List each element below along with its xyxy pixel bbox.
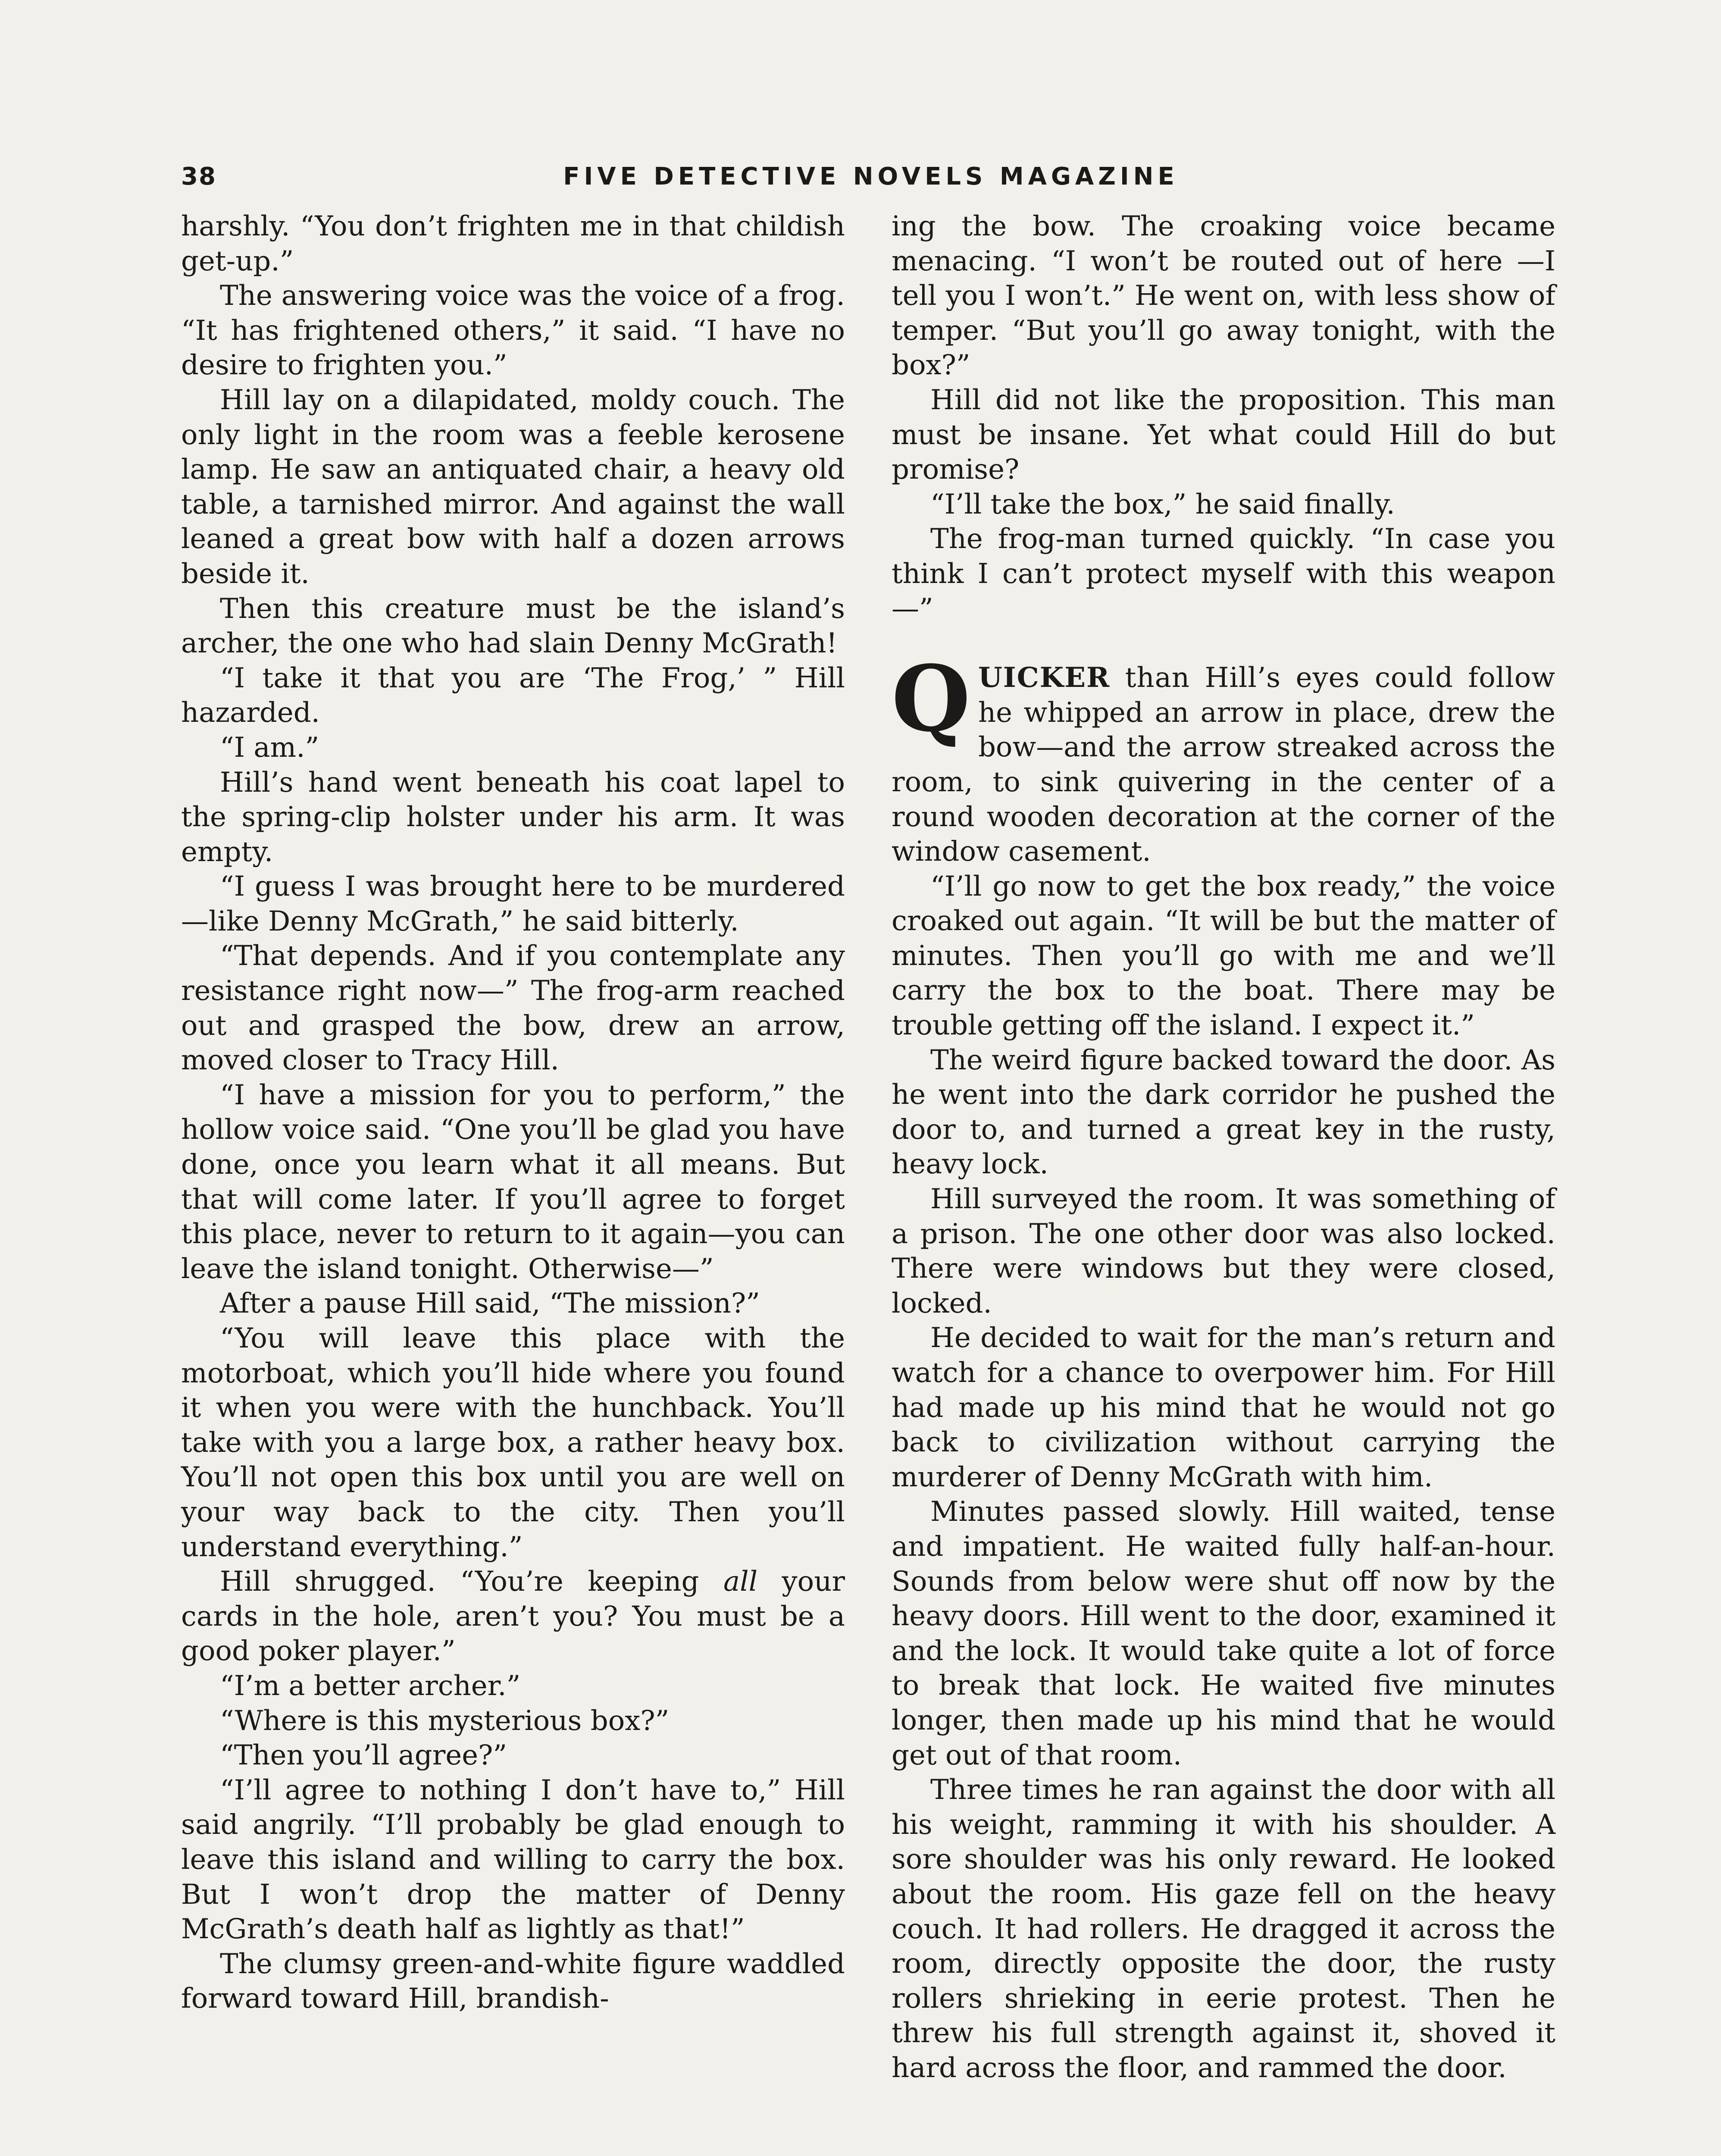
paragraph: The clumsy green-and-white figure waddled forward toward Hill, brandish-: [181, 1948, 845, 2015]
paragraph: “I’ll take the box,” he said finally.: [930, 488, 1395, 520]
paragraph: “I guess I was brought here to be murdered—like Denny McGrath,” he said bitterly.: [181, 871, 845, 937]
text-run: than Hill’s eyes could follow he whipped an arrow in place, drew the bow—and the arrow streaked across the room, to sink quivering in the center of a round wooden decoration at the corner of the window casement.: [892, 662, 1555, 868]
paragraph: “I have a mission for you to perform,” the hollow voice said. “One you’ll be glad you have done, once you learn what it all means. But that will come later. If you’ll agree to forget this place, never to return to it again—you can leave the island tonight. Otherwise—”: [181, 1079, 845, 1285]
paragraph: “Where is this mysterious box?”: [220, 1705, 670, 1737]
paragraph: ing the bow. The croaking voice became menacing. “I won’t be routed out of here —I tell you I won’t.” He went on, with less show of temper. “But you’ll go away tonight, with the box?”: [892, 210, 1555, 382]
drop-cap: Q: [892, 646, 970, 752]
paragraph: The weird figure backed toward the door. As he went into the dark corridor he pushed the door to, and turned a great key in the rusty, heavy lock.: [892, 1044, 1555, 1181]
paragraph: harshly. “You don’t frighten me in that childish get-up.”: [181, 210, 845, 277]
right-column: [892, 209, 1555, 2085]
paragraph: “I take it that you are ‘The Frog,’ ” Hill hazarded.: [181, 662, 845, 729]
paragraph: “You will leave this place with the motorboat, which you’ll hide where you found it when you were with the hunchback. You’ll take with you a large box, a rather heavy box. You’ll not open this box until you are well on your way back to the city. Then you’ll understand everything.”: [181, 1322, 845, 1563]
paragraph: “I am.”: [220, 731, 319, 764]
left-column: [181, 209, 845, 2016]
paragraph: Hill lay on a dilapidated, moldy couch. The only light in the room was a feeble kerosene lamp. He saw an antiquated chair, a heavy old table, a tarnished mirror. And against the wall leaned a great bow with half a dozen arrows beside it.: [181, 384, 845, 590]
emphasis-text: all: [723, 1566, 758, 1598]
running-header: [181, 160, 1561, 207]
paragraph: “Then you’ll agree?”: [220, 1739, 507, 1772]
paragraph: “I’ll go now to get the box ready,” the voice croaked out again. “It will be but the matter of minutes. Then you’ll go with me and we’ll carry the box to the boat. There may be trouble getting off the island. I expect it.”: [892, 870, 1555, 1042]
paragraph: Hill surveyed the room. It was something of a prison. The one other door was also locked. There were windows but they were closed, locked.: [892, 1183, 1555, 1319]
page-number: 38: [181, 163, 216, 191]
paragraph: Hill’s hand went beneath his coat lapel to the spring-clip holster under his arm. It was empty.: [181, 766, 845, 868]
paragraph: “I’m a better archer.”: [220, 1670, 521, 1702]
magazine-title: FIVE DETECTIVE NOVELS MAGAZINE: [563, 163, 1179, 191]
lead-word: UICKER: [978, 661, 1111, 694]
text-run: Hill shrugged. “You’re keeping: [220, 1566, 723, 1598]
paragraph: “That depends. And if you contemplate any resistance right now—” The frog-arm reached out and grasped the bow, drew an arrow, moved closer to Tracy Hill.: [181, 940, 845, 1077]
paragraph: Three times he ran against the door with all his weight, ramming it with his shoulder. A sore shoulder was his only reward. He looked about the room. His gaze fell on the heavy couch. It had rollers. He dragged it across the room, directly opposite the door, the rusty rollers shrieking in eerie protest. Then he threw his full strength against it, shoved it hard across the floor, and rammed the door.: [892, 1774, 1555, 2084]
text-run: your cards in the hole, aren’t you? You must be a good poker player.”: [181, 1566, 845, 1667]
paragraph: Minutes passed slowly. Hill waited, tense and impatient. He waited fully half-an-hour. Sounds from below were shut off now by the heavy doors. Hill went to the door, examined it and the lock. It would take quite a lot of force to break that lock. He waited five minutes longer, then made up his mind that he would get out of that room.: [892, 1496, 1555, 1771]
section-opening-paragraph: [892, 646, 1555, 869]
paragraph: After a pause Hill said, “The mission?”: [220, 1288, 760, 1320]
paragraph: He decided to wait for the man’s return and watch for a chance to overpower him. For Hill had made up his mind that he would not go back to civilization without carrying the murderer of Denny McGrath with him.: [892, 1322, 1555, 1493]
paragraph: Then this creature must be the island’s archer, the one who had slain Denny McGrath!: [181, 592, 845, 660]
paragraph: [181, 1564, 845, 1669]
paragraph: The answering voice was the voice of a frog. “It has frightened others,” it said. “I have no desire to frighten you.”: [181, 280, 845, 382]
paragraph: The frog-man turned quickly. “In case you think I can’t protect myself with this weapon—”: [892, 523, 1555, 625]
paragraph: “I’ll agree to nothing I don’t have to,” Hill said angrily. “I’ll probably be glad enough to leave this island and willing to carry the box. But I won’t drop the matter of Denny McGrath’s death half as lightly as that!”: [181, 1774, 845, 1946]
paragraph: Hill did not like the proposition. This man must be insane. Yet what could Hill do but promise?: [892, 384, 1555, 486]
